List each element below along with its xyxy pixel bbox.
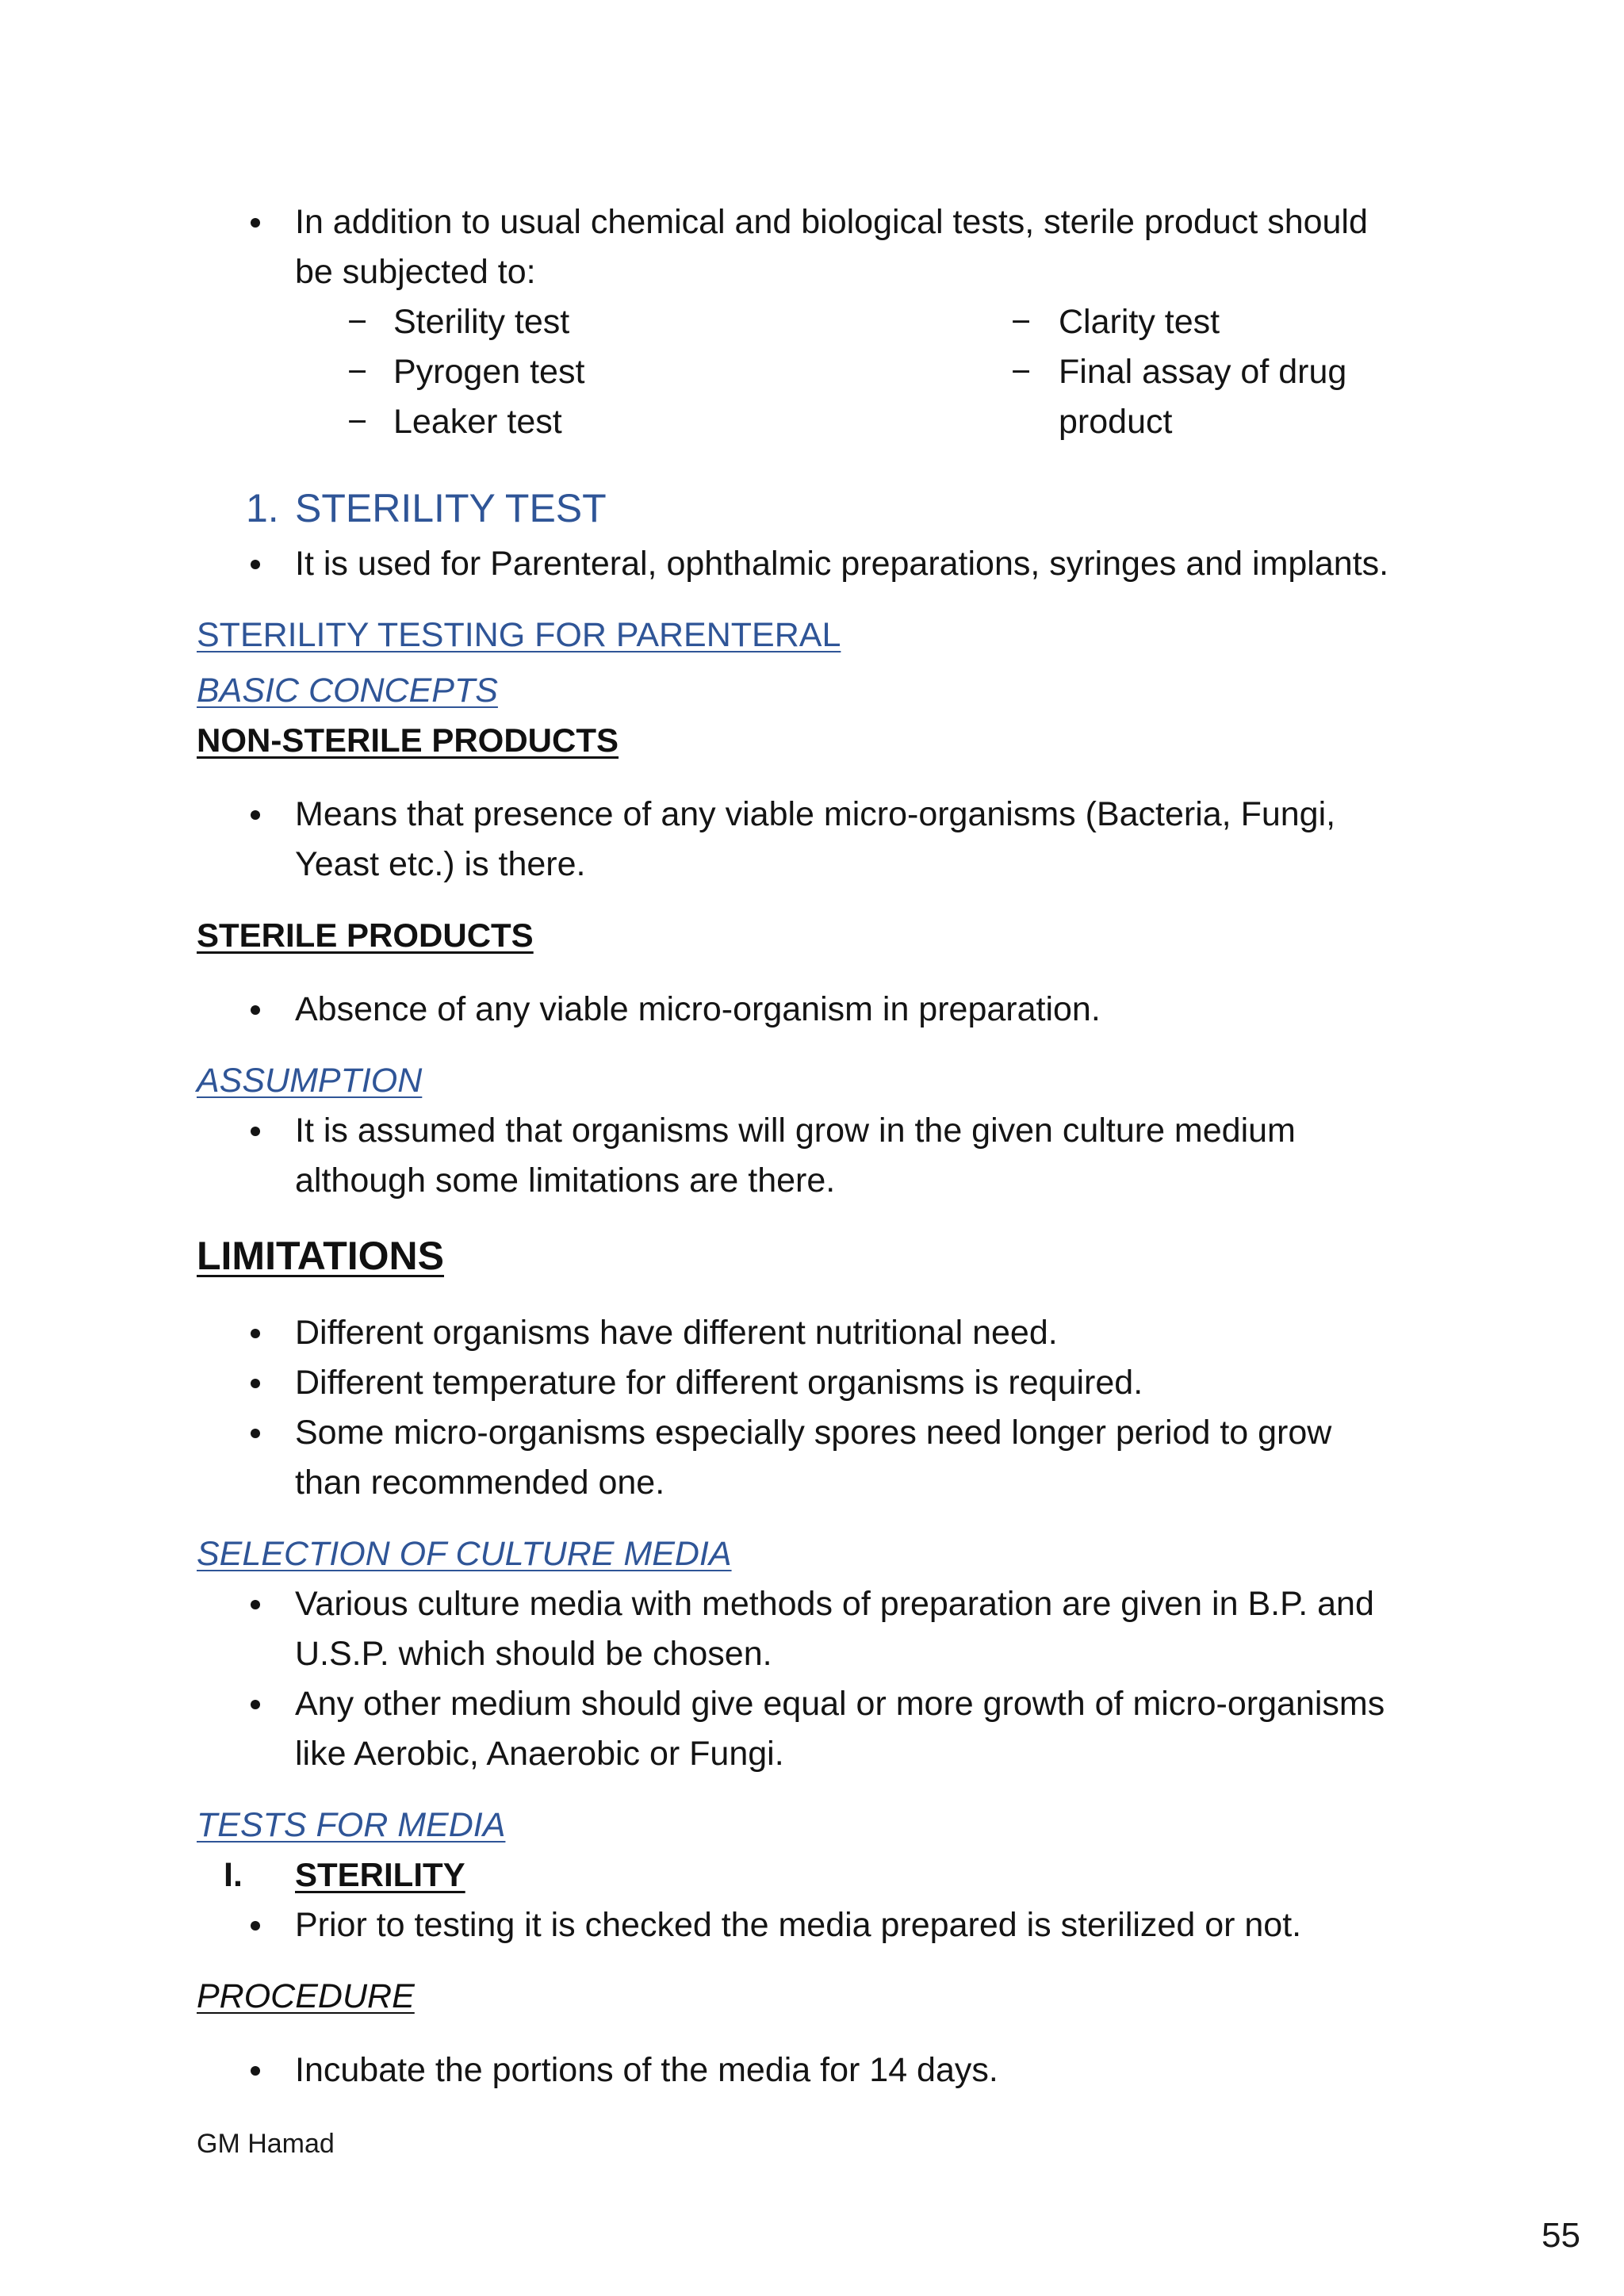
dash-marker: −	[1011, 303, 1032, 341]
bullet-marker	[251, 1429, 260, 1438]
bullet-marker	[251, 1329, 260, 1338]
test-item-clarity: Clarity test	[1059, 303, 1220, 341]
culture-item-2-line-1: Any other medium should give equal or more growth of micro-organisms	[295, 1685, 1385, 1723]
heading-procedure: PROCEDURE	[197, 1977, 415, 2015]
bullet-marker	[251, 810, 260, 820]
procedure-line-1: Incubate the portions of the media for 14 days.	[295, 2051, 998, 2089]
limitation-item-3-line-2: than recommended one.	[295, 1464, 665, 1502]
bullet-marker	[251, 218, 260, 228]
culture-item-2-line-2: like Aerobic, Anaerobic or Fungi.	[295, 1735, 784, 1773]
bullet-marker	[251, 1700, 260, 1709]
test-item-sterility: Sterility test	[393, 303, 570, 341]
dash-marker: −	[347, 403, 368, 441]
section-number: 1.	[246, 486, 279, 530]
subsection-heading-basic-concepts: BASIC CONCEPTS	[197, 672, 498, 710]
sterile-line-1: Absence of any viable micro-organism in preparation.	[295, 990, 1101, 1028]
footer-author: GM Hamad	[197, 2129, 335, 2159]
bullet-marker	[251, 560, 260, 569]
dash-marker: −	[347, 303, 368, 341]
sub-number: I.	[224, 1856, 243, 1894]
heading-limitations: LIMITATIONS	[197, 1234, 444, 1278]
limitation-item-3-line-1: Some micro-organisms especially spores need longer period to grow	[295, 1414, 1332, 1452]
subsection-heading-parenteral: STERILITY TESTING FOR PARENTERAL	[197, 616, 841, 654]
bullet-marker	[251, 1600, 260, 1609]
assumption-line-1: It is assumed that organisms will grow in the given culture medium	[295, 1112, 1296, 1150]
dash-marker: −	[1011, 353, 1032, 391]
culture-item-1-line-2: U.S.P. which should be chosen.	[295, 1635, 772, 1673]
non-sterile-line-1: Means that presence of any viable micro-organisms (Bacteria, Fungi,	[295, 795, 1336, 833]
tests-media-line-1: Prior to testing it is checked the media prepared is sterilized or not.	[295, 1906, 1302, 1944]
heading-assumption: ASSUMPTION	[197, 1062, 423, 1100]
heading-sterile: STERILE PRODUCTS	[197, 916, 534, 954]
sub-heading-sterility: STERILITY	[295, 1856, 465, 1893]
test-item-leaker: Leaker test	[393, 403, 562, 441]
bullet-marker	[251, 2066, 260, 2076]
limitation-item-1: Different organisms have different nutritional need.	[295, 1314, 1058, 1352]
heading-tests-media: TESTS FOR MEDIA	[197, 1806, 506, 1844]
limitation-item-2: Different temperature for different organisms is required.	[295, 1364, 1143, 1402]
section1-bullet: It is used for Parenteral, ophthalmic preparations, syringes and implants.	[295, 545, 1389, 583]
test-item-final-assay: Final assay of drug	[1059, 353, 1347, 391]
bullet-marker	[251, 1921, 260, 1931]
bullet-marker	[251, 1379, 260, 1388]
heading-non-sterile: NON-STERILE PRODUCTS	[197, 721, 619, 759]
non-sterile-line-2: Yeast etc.) is there.	[295, 845, 586, 883]
section-title: STERILITY TEST	[295, 486, 607, 530]
page-number: 55	[1542, 2216, 1580, 2255]
bullet-marker	[251, 1127, 260, 1136]
bullet-marker	[251, 1005, 260, 1015]
intro-line-2: be subjected to:	[295, 253, 536, 291]
heading-culture-media: SELECTION OF CULTURE MEDIA	[197, 1535, 732, 1573]
culture-item-1-line-1: Various culture media with methods of preparation are given in B.P. and	[295, 1585, 1374, 1623]
intro-line-1: In addition to usual chemical and biological tests, sterile product should	[295, 203, 1368, 241]
test-item-final-assay-cont: product	[1059, 403, 1173, 441]
assumption-line-2: although some limitations are there.	[295, 1161, 836, 1200]
test-item-pyrogen: Pyrogen test	[393, 353, 585, 391]
dash-marker: −	[347, 353, 368, 391]
